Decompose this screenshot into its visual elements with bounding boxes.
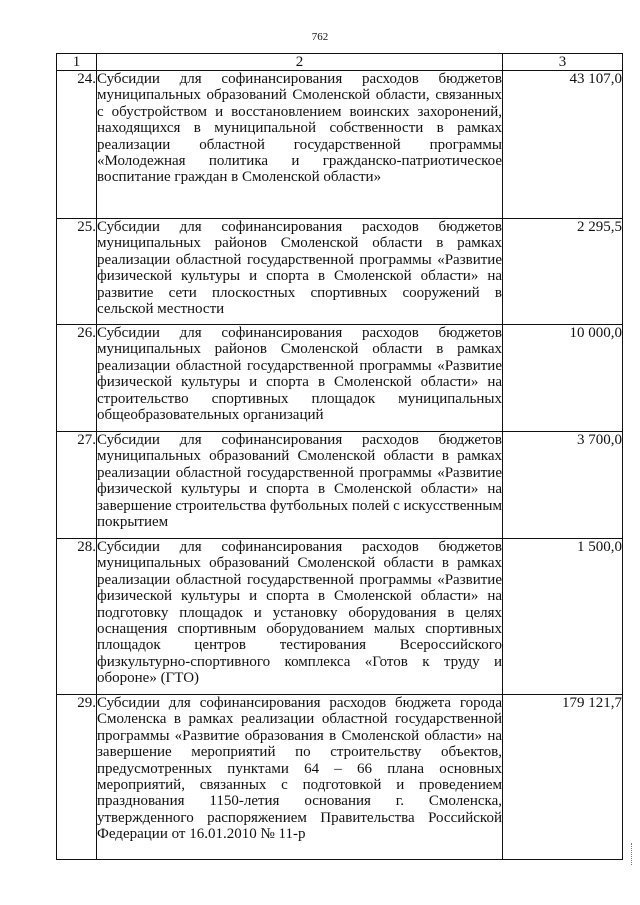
page-number: 762 xyxy=(311,31,329,43)
subsidies-table xyxy=(56,53,623,860)
table-row xyxy=(57,432,623,539)
row-amount: 3 700,0 xyxy=(503,432,623,539)
row-number: 25. xyxy=(57,219,97,325)
scan-edge-mark xyxy=(631,843,636,865)
row-number: 26. xyxy=(57,325,97,432)
row-description: Субсидии для софинансирования расходов бюджетов муниципальных районов Смоленской области в рамках реализации областной государственной программы «Развитие физической культуры и спорта в Смоленской области» на строительство спортивных площадок муниципальных общеобразовательных организаций xyxy=(97,325,503,432)
row-amount: 2 295,5 xyxy=(503,219,623,325)
column-header-description: 2 xyxy=(97,54,503,71)
row-number: 27. xyxy=(57,432,97,539)
table-row xyxy=(57,71,623,219)
row-number: 28. xyxy=(57,539,97,695)
row-amount: 179 121,7 xyxy=(503,695,623,860)
table-header-row xyxy=(57,54,623,71)
row-description: Субсидии для софинансирования расходов бюджетов муниципальных образований Смоленской области в рамках реализации областной государственной программы «Развитие физической культуры и спорта в Смоленской области» на подготовку площадок и установку оборудования в целях оснащения спортивным оборудованием малых спортивных площадок центров тестирования Всероссийского физкультурно-спортивного комплекса «Готов к труду и обороне» (ГТО) xyxy=(97,539,503,695)
table-row xyxy=(57,325,623,432)
table-row xyxy=(57,219,623,325)
table-row xyxy=(57,539,623,695)
table-row xyxy=(57,695,623,860)
row-amount: 10 000,0 xyxy=(503,325,623,432)
column-header-number: 1 xyxy=(57,54,97,71)
row-number: 24. xyxy=(57,71,97,219)
row-description: Субсидии для софинансирования расходов бюджета города Смоленска в рамках реализации областной государственной программы «Развитие образования в Смоленской области» на завершение мероприятий по строительству объектов, предусмотренных пунктами 64 – 66 плана основных мероприятий, связанных с подготовкой и проведением празднования 1150-летия основания г. Смоленска, утвержденного распоряжением Правительства Российской Федерации от 16.01.2010 № 11-р xyxy=(97,695,503,860)
row-amount: 1 500,0 xyxy=(503,539,623,695)
row-description: Субсидии для софинансирования расходов бюджетов муниципальных районов Смоленской области в рамках реализации областной государственной программы «Развитие физической культуры и спорта в Смоленской области» на развитие сети плоскостных спортивных сооружений в сельской местности xyxy=(97,219,503,325)
row-amount: 43 107,0 xyxy=(503,71,623,219)
row-description: Субсидии для софинансирования расходов бюджетов муниципальных образований Смоленской области в рамках реализации областной государственной программы «Развитие физической культуры и спорта в Смоленской области» на завершение строительства футбольных полей с искусственным покрытием xyxy=(97,432,503,539)
row-description: Субсидии для софинансирования расходов бюджетов муниципальных образований Смоленской области, связанных с обустройством и восстановлением воинских захоронений, находящихся в муниципальной собственности в рамках реализации областной государственной программы «Молодежная политика и гражданско-патриотическое воспитание граждан в Смоленской области» xyxy=(97,71,503,219)
column-header-amount: 3 xyxy=(503,54,623,71)
row-number: 29. xyxy=(57,695,97,860)
